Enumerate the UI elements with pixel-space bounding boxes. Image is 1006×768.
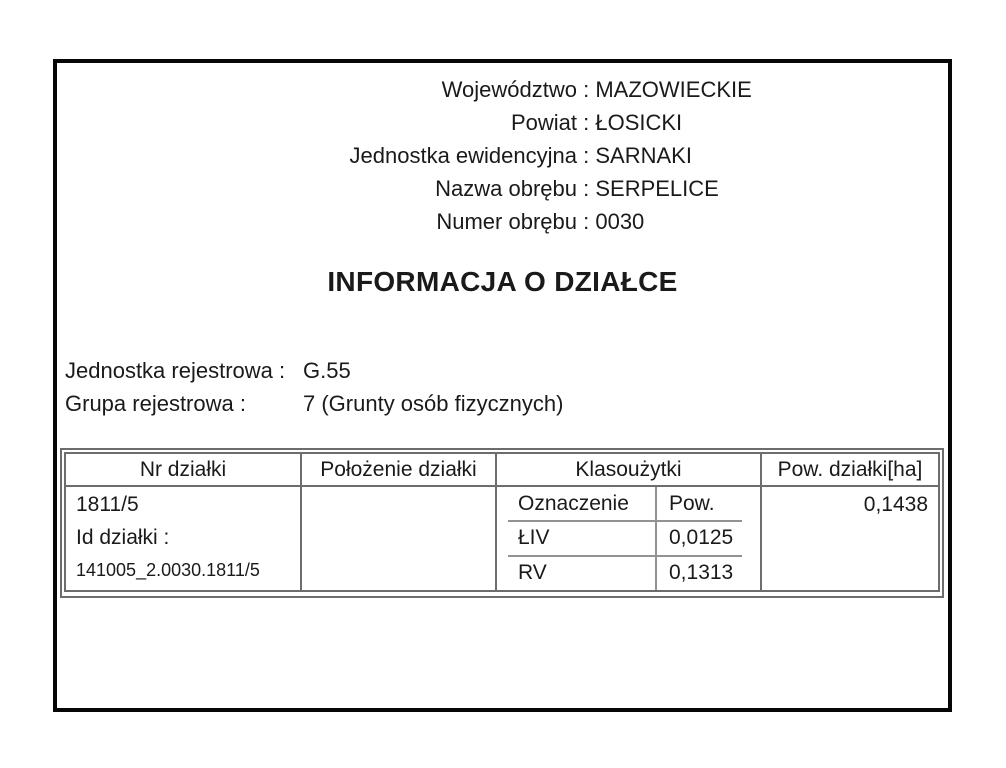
field-value: ŁOSICKI	[595, 110, 683, 135]
parcel-id: 141005_2.0030.1811/5	[76, 560, 260, 580]
cell-parcel-number	[65, 486, 301, 591]
land-use-row	[508, 556, 742, 590]
label-separator: :	[577, 143, 596, 168]
header-field-district-name	[57, 172, 948, 205]
header-field-voivodeship	[57, 73, 948, 106]
header-field-district-number	[57, 205, 948, 238]
field-label: Numer obrębu	[436, 209, 577, 234]
field-label: Powiat	[510, 110, 577, 135]
field-value: MAZOWIECKIE	[595, 77, 752, 102]
land-use-code: RV	[508, 556, 656, 590]
field-label: Jednostka rejestrowa :	[65, 358, 286, 383]
field-value-wrap	[577, 73, 948, 106]
land-use-area: 0,1313	[669, 561, 734, 585]
land-use-column-header-code: Oznaczenie	[508, 487, 656, 521]
field-value-wrap	[577, 139, 948, 172]
label-separator: :	[577, 77, 596, 102]
field-value-wrap	[577, 205, 948, 238]
parcel-id-label: Id działki :	[76, 526, 170, 549]
page-title: INFORMACJA O DZIAŁCE	[327, 266, 678, 297]
field-value: SARNAKI	[595, 143, 692, 168]
parcel-table	[60, 448, 944, 598]
field-label: Jednostka ewidencyjna	[349, 143, 577, 168]
field-value-wrap	[577, 106, 948, 139]
field-value: 7 (Grunty osób fizycznych)	[303, 391, 564, 416]
field-label: Grupa rejestrowa :	[65, 391, 246, 416]
field-value: G.55	[303, 358, 351, 383]
register-field-unit	[65, 354, 563, 387]
label-separator: :	[577, 176, 596, 201]
field-label: Województwo	[441, 77, 577, 102]
land-use-header-row	[508, 487, 742, 521]
land-use-column-header-area: Pow.	[656, 487, 742, 521]
cell-land-use	[496, 486, 761, 591]
column-header-land-use: Klasoużytki	[496, 453, 761, 486]
column-header-parcel-area: Pow. działki[ha]	[761, 453, 939, 486]
land-use-row	[508, 521, 742, 555]
label-separator: :	[577, 110, 596, 135]
cell-parcel-total-area: 0,1438	[761, 486, 939, 591]
parcel-table-data-row	[65, 486, 939, 591]
header-field-registration-unit	[57, 139, 948, 172]
label-separator: :	[577, 209, 596, 234]
document-page	[53, 59, 952, 712]
register-field-group	[65, 387, 563, 420]
field-value-wrap	[577, 172, 948, 205]
cell-parcel-location	[301, 486, 496, 591]
admin-header-block	[57, 73, 948, 238]
field-value: 0030	[595, 209, 645, 234]
column-header-parcel-number: Nr działki	[65, 453, 301, 486]
field-label: Nazwa obrębu	[435, 176, 577, 201]
header-field-county	[57, 106, 948, 139]
parcel-number: 1811/5	[76, 493, 139, 516]
parcel-table-header-row	[65, 453, 939, 486]
column-header-parcel-location: Położenie działki	[301, 453, 496, 486]
field-value: SERPELICE	[595, 176, 719, 201]
land-use-code: ŁIV	[508, 521, 656, 555]
register-info-block	[65, 354, 563, 420]
land-use-table	[508, 487, 742, 590]
land-use-area: 0,0125	[656, 521, 742, 555]
